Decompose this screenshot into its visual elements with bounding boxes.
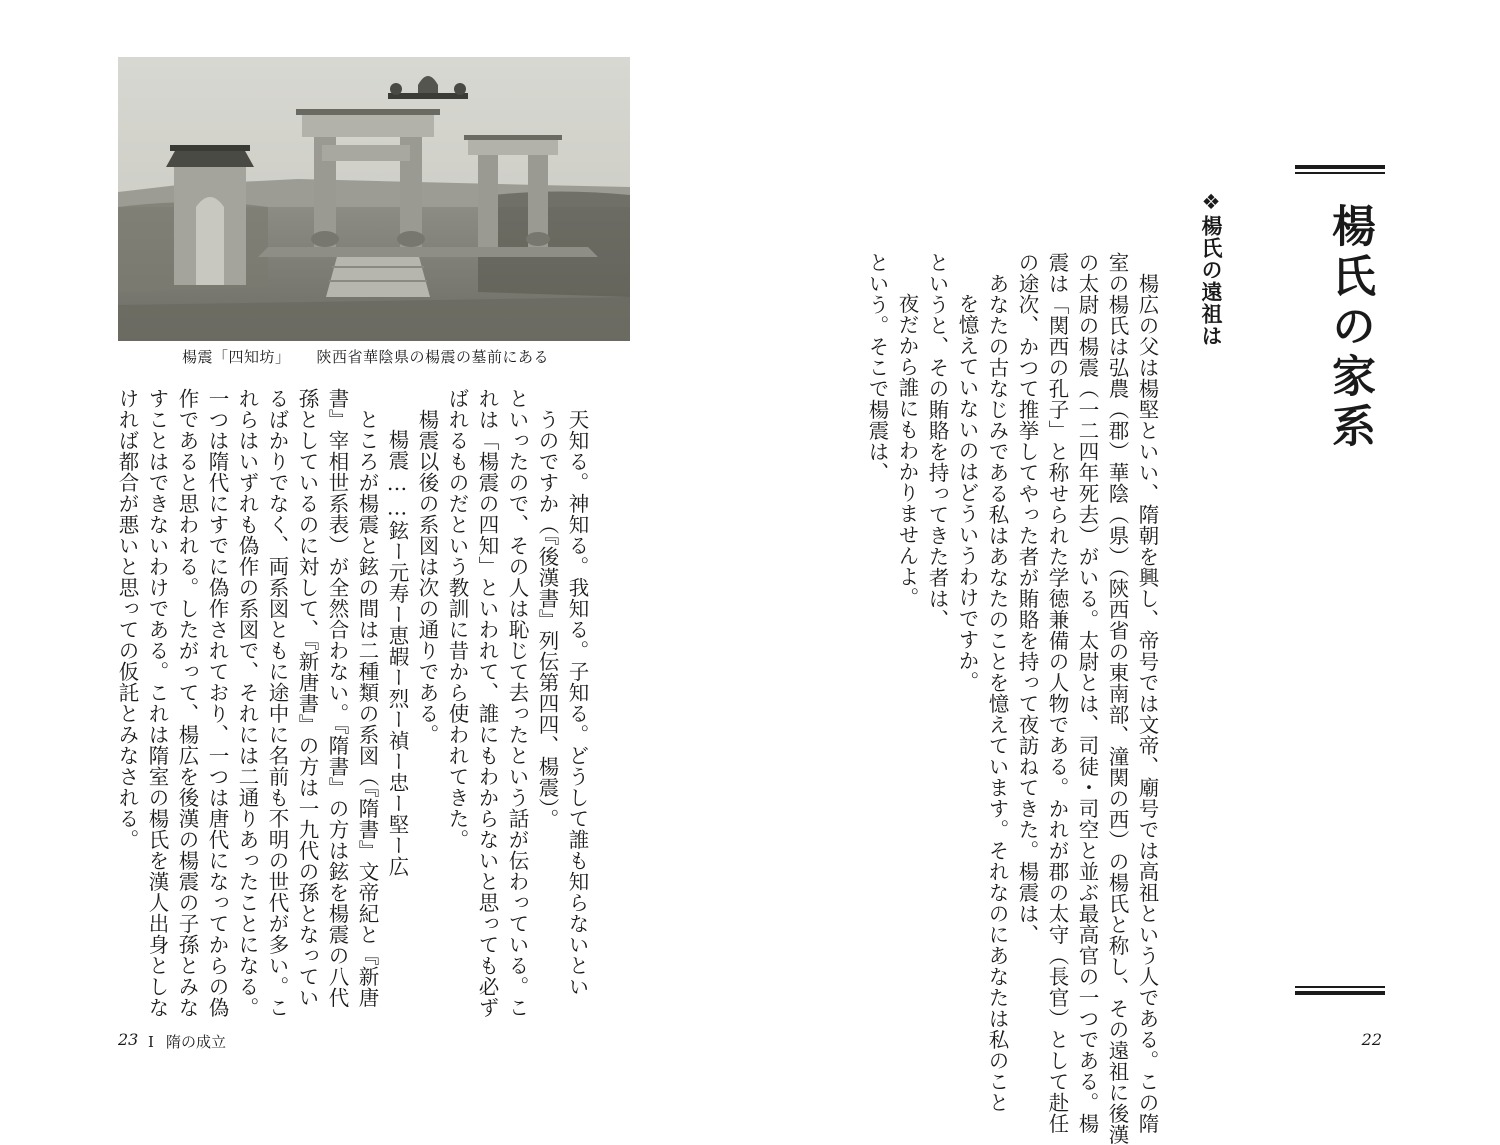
body-line: 楊震以後の系図は次の通りである。 [415, 408, 439, 745]
body-line: 震は「関西の孔子」と称せられた学徳兼備の人物である。かれが郡の太守（長官）として赴任 [1045, 252, 1069, 1134]
body-line: すことはできないわけである。これは隋室の楊氏を漢人出身としな [145, 388, 169, 1018]
title-rule-bottom [1295, 986, 1385, 995]
body-line: うのですか（『後漢書』列伝第四四、楊震）。 [535, 408, 559, 829]
page-number: 23 [118, 1030, 139, 1049]
running-head-title: 隋の成立 [165, 1033, 226, 1051]
body-line: 楊震……鉉ー元寿ー恵嘏ー烈ー禎ー忠ー堅ー広 [385, 429, 409, 877]
photo-caption [182, 346, 549, 367]
right-body-text [862, 252, 1162, 1145]
body-line: 楊広の父は楊堅といい、隋朝を興し、帝号では文帝、廟号では高祖という人である。この隋 [1135, 272, 1159, 1134]
page-number: 22 [1361, 1030, 1382, 1049]
body-line: 孫としているのに対して、『新唐書』の方は一九代の孫となってい [295, 388, 319, 1008]
body-line: 作であると思われる。したがって、楊広を後漢の楊震の子孫とみな [175, 388, 199, 1018]
diamond-bullet-icon: ❖ [1199, 190, 1223, 215]
body-line: ところが楊震と鉉の間は二種類の系図（『隋書』文帝紀と『新唐 [355, 408, 379, 1008]
body-line: の太尉の楊震（一二四年死去）がいる。太尉とは、司徒・司空と並ぶ最高官の一つである。楊 [1075, 252, 1099, 1134]
section-heading-text: 楊氏の遠祖は [1199, 215, 1223, 347]
body-line: ければ都合が悪いと思っての仮託とみなされる。 [115, 388, 139, 850]
body-line: 天知る。神知る。我知る。子知る。どうして誰も知らないとい [565, 408, 589, 997]
left-page [0, 0, 750, 1102]
title-rule-top [1295, 165, 1385, 174]
body-line: 室の楊氏は弘農（郡）華陰（県）（陝西省の東南部、潼関の西）の楊氏と称し、その遠祖に後漢 [1105, 252, 1129, 1145]
right-page [750, 0, 1500, 1145]
body-line: といったので、その人は恥じて去ったという話が伝わっている。こ [505, 388, 529, 1018]
body-line: ばれるものだという教訓に昔から使われてきた。 [445, 388, 469, 850]
running-head-part: I [148, 1033, 154, 1051]
body-line: 一つは隋代にすでに偽作されており、一つは唐代になってからの偽 [205, 388, 229, 1018]
body-line: 書』宰相世系表）が全然合わない。『隋書』の方は鉉を楊震の八代 [325, 388, 349, 1008]
section-heading [1196, 190, 1226, 347]
body-line: るばかりでなく、両系図ともに途中に名前も不明の世代が多い。こ [265, 388, 289, 1018]
chapter-title-block [1295, 165, 1385, 995]
body-line: あなたの古なじみである私はあなたのことを憶えています。それなのにあなたは私のこと [985, 272, 1009, 1113]
body-line: というと、その賄賂を持ってきた者は、 [925, 252, 949, 630]
chapter-title: 楊氏の家系 [1324, 203, 1375, 453]
body-line: れらはいずれも偽作の系図で、それには二通りあったことになる。 [235, 388, 259, 1018]
gate-photo-illustration [118, 57, 630, 341]
body-line: を憶えていないのはどういうわけですか。 [955, 293, 979, 692]
body-line: という。そこで楊震は、 [865, 252, 889, 483]
body-line: の途次、かつて推挙してやった者が賄賂を持って夜訪ねてきた。楊震は、 [1015, 252, 1039, 945]
body-line: 夜だから誰にもわかりませんよ。 [895, 293, 919, 608]
caption-description: 陝西省華陰県の楊震の墓前にある [316, 348, 550, 366]
left-body-text [112, 388, 592, 1028]
body-line: れは「楊震の四知」といわれて、誰にもわからないと思っても必ず [475, 388, 499, 1018]
caption-title: 楊震「四知坊」 [182, 348, 291, 366]
running-head [148, 1031, 226, 1052]
photo-four-knowings-gate [118, 57, 630, 341]
